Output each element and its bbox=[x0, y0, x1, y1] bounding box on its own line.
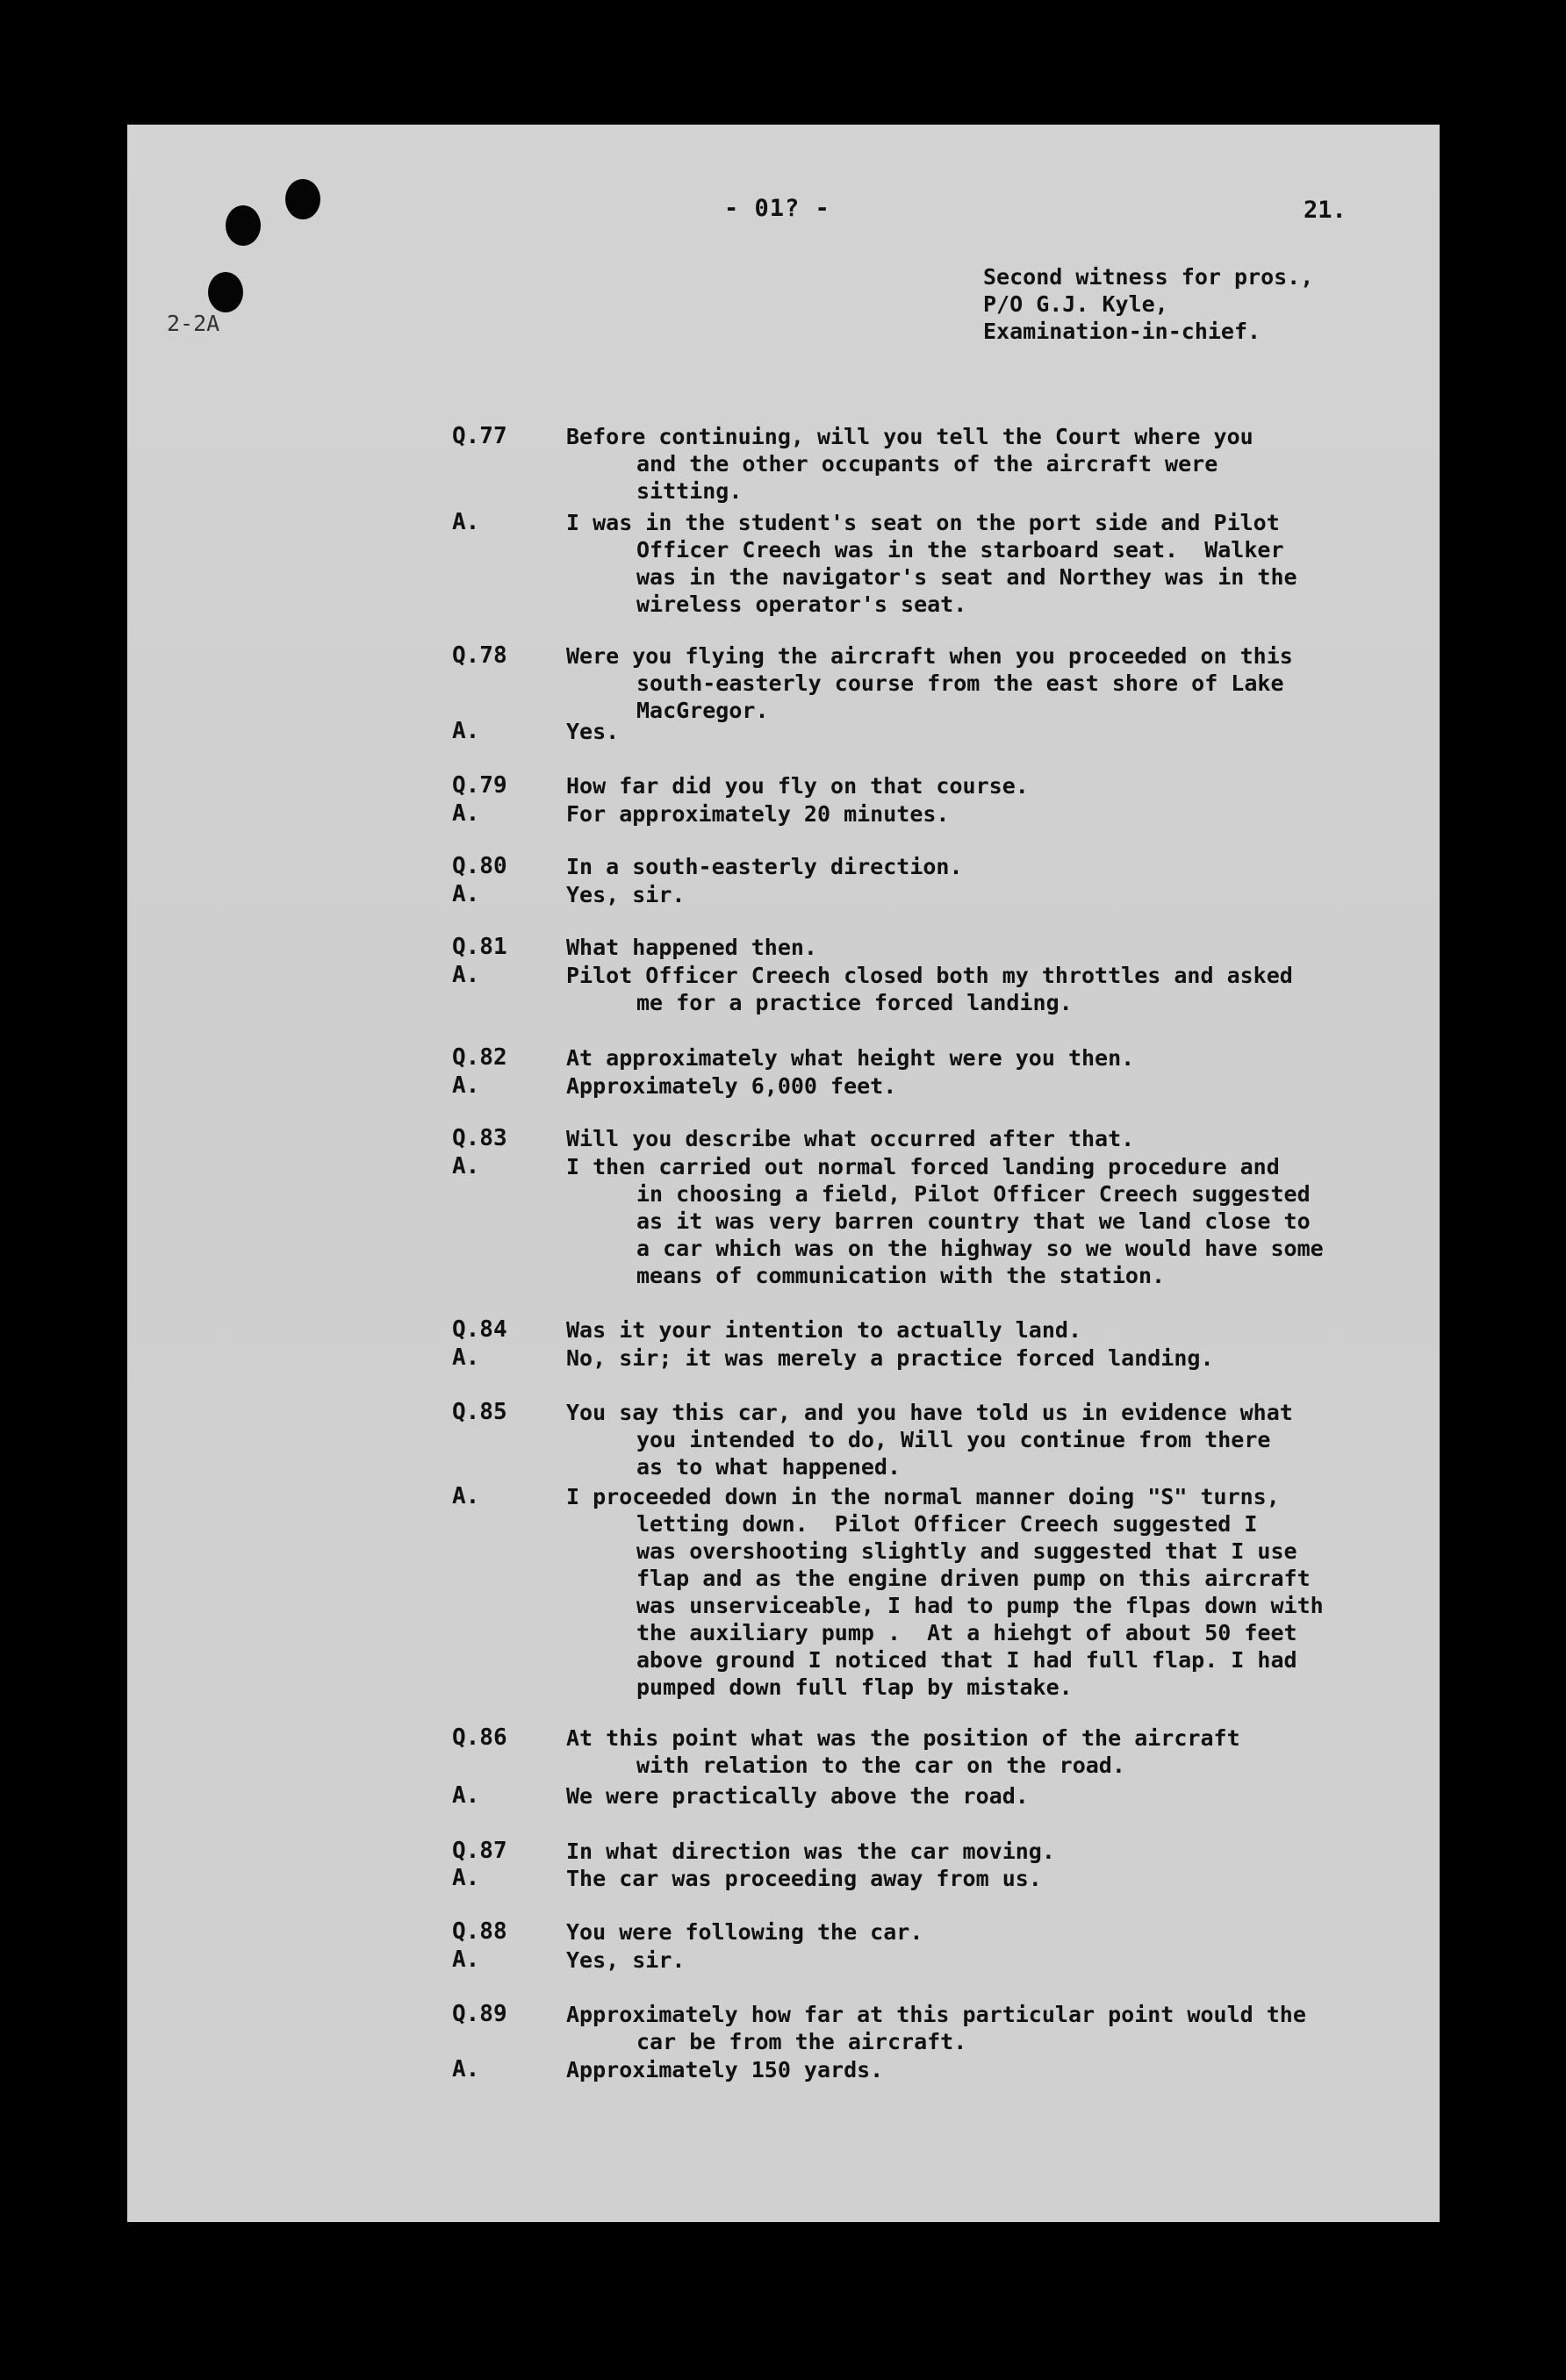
text-line: Approximately 6,000 feet. bbox=[566, 1073, 897, 1099]
text-line: was in the navigator's seat and Northey was in the bbox=[636, 564, 1297, 590]
question-text bbox=[566, 642, 1356, 724]
text-line: Officer Creech was in the starboard seat. Walker bbox=[636, 537, 1284, 563]
text-line: south-easterly course from the east shore of Lake bbox=[636, 670, 1284, 696]
question-text bbox=[566, 1399, 1356, 1480]
question-label: Q.78 bbox=[452, 642, 507, 669]
punch-hole bbox=[226, 205, 261, 246]
text-line: was unserviceable, I had to pump the flpas down with bbox=[636, 1593, 1324, 1618]
answer-label: A. bbox=[452, 1865, 480, 1891]
answer-label: A. bbox=[452, 1946, 480, 1973]
text-line: was overshooting slightly and suggested that I use bbox=[636, 1538, 1297, 1564]
question-text bbox=[566, 853, 1356, 880]
text-line: Before continuing, will you tell the Court where you bbox=[566, 424, 1254, 449]
question-label: Q.83 bbox=[452, 1125, 507, 1151]
question-label: Q.77 bbox=[452, 423, 507, 449]
answer-label: A. bbox=[452, 718, 480, 744]
question-text bbox=[566, 934, 1356, 961]
text-line: At approximately what height were you then. bbox=[566, 1045, 1135, 1071]
question-text bbox=[566, 1918, 1356, 1946]
answer-label: A. bbox=[452, 509, 480, 535]
text-line: me for a practice forced landing. bbox=[636, 990, 1073, 1015]
question-text bbox=[566, 2001, 1356, 2055]
question-text bbox=[566, 1724, 1356, 1779]
witness-line: Second witness for pros., bbox=[983, 264, 1314, 290]
question-label: Q.80 bbox=[452, 853, 507, 879]
text-line: you intended to do, Will you continue from there bbox=[636, 1427, 1271, 1452]
question-text bbox=[566, 1838, 1356, 1865]
question-text bbox=[566, 1316, 1356, 1344]
answer-label: A. bbox=[452, 1153, 480, 1179]
text-line: wireless operator's seat. bbox=[636, 591, 967, 617]
answer-text bbox=[566, 1865, 1356, 1892]
answer-label: A. bbox=[452, 881, 480, 907]
text-line: We were practically above the road. bbox=[566, 1783, 1029, 1809]
document-page bbox=[127, 125, 1440, 2222]
text-line: pumped down full flap by mistake. bbox=[636, 1674, 1073, 1700]
text-line: You say this car, and you have told us in evidence what bbox=[566, 1400, 1293, 1425]
answer-text bbox=[566, 1483, 1356, 1701]
question-text bbox=[566, 1125, 1356, 1152]
question-label: Q.88 bbox=[452, 1918, 507, 1945]
text-line: Approximately 150 yards. bbox=[566, 2057, 884, 2082]
answer-text bbox=[566, 1344, 1356, 1372]
answer-label: A. bbox=[452, 962, 480, 988]
answer-text bbox=[566, 718, 1356, 745]
answer-label: A. bbox=[452, 800, 480, 827]
text-line: Yes, sir. bbox=[566, 1947, 686, 1973]
text-line: in choosing a field, Pilot Officer Creech suggested bbox=[636, 1181, 1311, 1207]
text-line: Will you describe what occurred after that. bbox=[566, 1126, 1135, 1151]
answer-label: A. bbox=[452, 1483, 480, 1509]
question-label: Q.86 bbox=[452, 1724, 507, 1751]
punch-hole bbox=[285, 179, 320, 219]
answer-text bbox=[566, 1946, 1356, 1974]
text-line: I then carried out normal forced landing procedure and bbox=[566, 1154, 1280, 1179]
witness-line: P/O G.J. Kyle, bbox=[983, 291, 1168, 317]
text-line: means of communication with the station. bbox=[636, 1263, 1166, 1288]
answer-label: A. bbox=[452, 1072, 480, 1099]
text-line: Yes, sir. bbox=[566, 882, 686, 907]
punch-hole bbox=[208, 272, 243, 312]
text-line: What happened then. bbox=[566, 935, 817, 960]
answer-text bbox=[566, 881, 1356, 908]
answer-text bbox=[566, 962, 1356, 1016]
text-line: as to what happened. bbox=[636, 1454, 902, 1480]
question-label: Q.82 bbox=[452, 1044, 507, 1071]
question-text bbox=[566, 1044, 1356, 1072]
text-line: the auxiliary pump . At a hiehgt of about 50 feet bbox=[636, 1620, 1297, 1645]
text-line: At this point what was the position of the aircraft bbox=[566, 1725, 1240, 1751]
question-label: Q.89 bbox=[452, 2001, 507, 2027]
question-label: Q.81 bbox=[452, 934, 507, 960]
side-mark: 2-2A bbox=[167, 311, 220, 336]
text-line: I was in the student's seat on the port side and Pilot bbox=[566, 510, 1280, 535]
witness-line: Examination-in-chief. bbox=[983, 319, 1261, 344]
answer-text bbox=[566, 509, 1356, 618]
text-line: Pilot Officer Creech closed both my throttles and asked bbox=[566, 963, 1293, 988]
text-line: How far did you fly on that course. bbox=[566, 773, 1029, 799]
text-line: Yes. bbox=[566, 719, 620, 744]
text-line: car be from the aircraft. bbox=[636, 2029, 967, 2054]
text-line: In a south-easterly direction. bbox=[566, 854, 963, 879]
text-line: The car was proceeding away from us. bbox=[566, 1866, 1042, 1891]
question-label: Q.84 bbox=[452, 1316, 507, 1343]
question-label: Q.85 bbox=[452, 1399, 507, 1425]
page-number: 21. bbox=[1304, 197, 1347, 224]
text-line: sitting. bbox=[636, 478, 743, 504]
question-label: Q.87 bbox=[452, 1838, 507, 1864]
text-line: In what direction was the car moving. bbox=[566, 1839, 1055, 1864]
question-label: Q.79 bbox=[452, 772, 507, 799]
text-line: I proceeded down in the normal manner doing "S" turns, bbox=[566, 1484, 1280, 1509]
answer-text bbox=[566, 1072, 1356, 1100]
answer-text bbox=[566, 1153, 1356, 1289]
answer-text bbox=[566, 1782, 1356, 1810]
witness-heading bbox=[983, 263, 1313, 345]
text-line: Was it your intention to actually land. bbox=[566, 1317, 1081, 1343]
answer-text bbox=[566, 800, 1356, 828]
text-line: letting down. Pilot Officer Creech suggested I bbox=[636, 1511, 1258, 1537]
text-line: Were you flying the aircraft when you proceeded on this bbox=[566, 643, 1293, 669]
text-line: and the other occupants of the aircraft were bbox=[636, 451, 1218, 477]
answer-text bbox=[566, 2056, 1356, 2083]
question-text bbox=[566, 423, 1356, 505]
text-line: flap and as the engine driven pump on this aircraft bbox=[636, 1566, 1311, 1591]
answer-label: A. bbox=[452, 1344, 480, 1371]
text-line: with relation to the car on the road. bbox=[636, 1753, 1125, 1778]
text-line: above ground I noticed that I had full flap. I had bbox=[636, 1647, 1297, 1673]
answer-label: A. bbox=[452, 1782, 480, 1809]
text-line: as it was very barren country that we land close to bbox=[636, 1208, 1311, 1234]
text-line: You were following the car. bbox=[566, 1919, 923, 1945]
text-line: For approximately 20 minutes. bbox=[566, 801, 950, 827]
text-line: No, sir; it was merely a practice forced landing. bbox=[566, 1345, 1214, 1371]
page-marker: - 01? - bbox=[724, 195, 830, 222]
question-text bbox=[566, 772, 1356, 799]
text-line: a car which was on the highway so we would have some bbox=[636, 1236, 1324, 1261]
text-line: Approximately how far at this particular point would the bbox=[566, 2002, 1306, 2027]
text-line: MacGregor. bbox=[636, 698, 769, 723]
answer-label: A. bbox=[452, 2056, 480, 2082]
